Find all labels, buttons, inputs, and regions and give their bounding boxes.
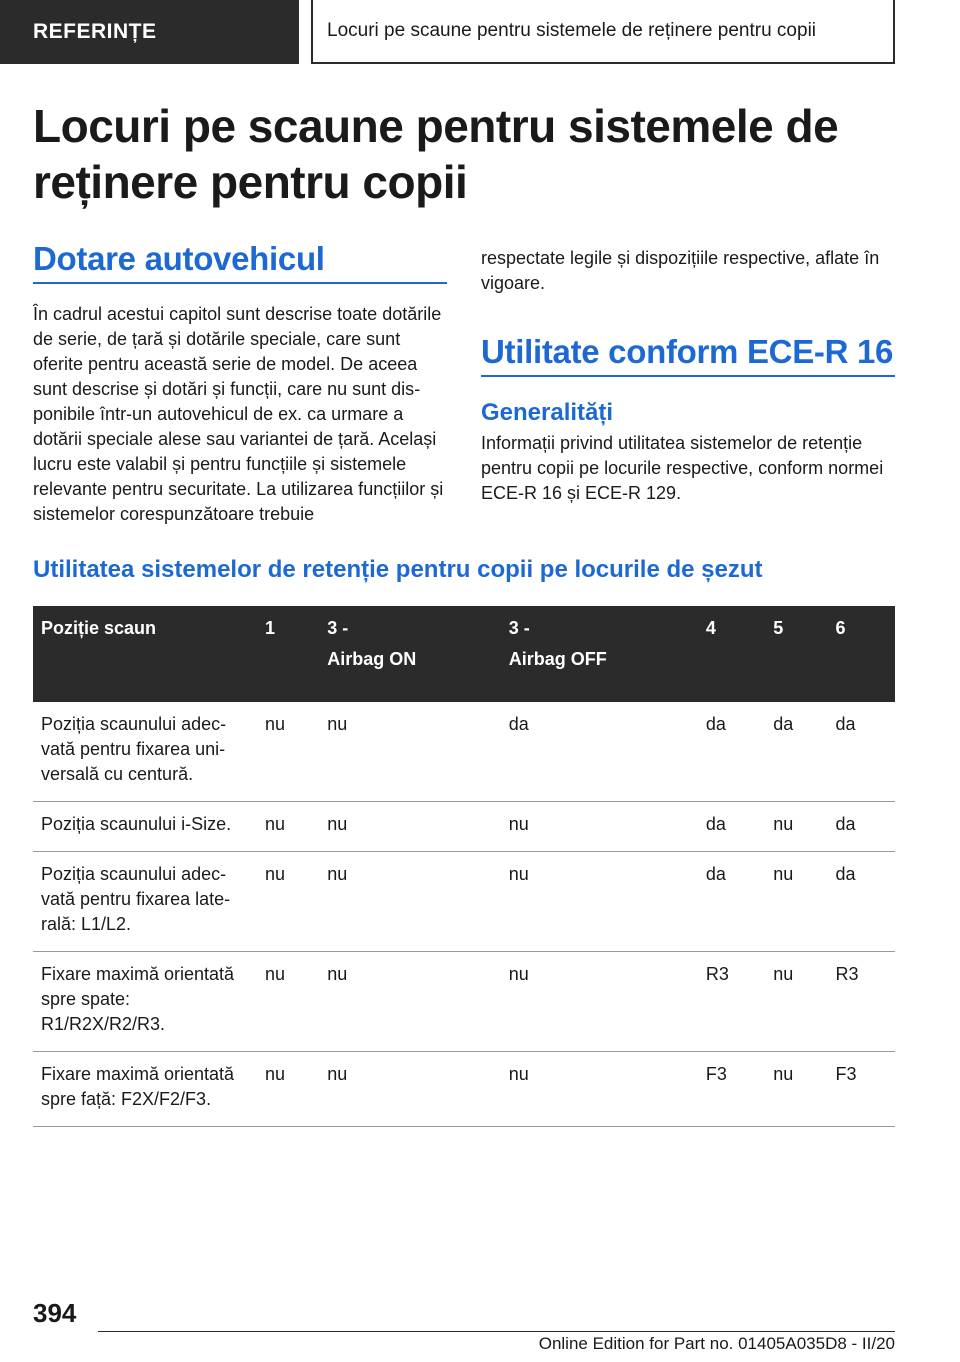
column-header: Poziție scaun xyxy=(33,606,257,702)
table-cell: nu xyxy=(319,952,501,1052)
table-cell: nu xyxy=(501,1052,698,1127)
table-cell: da xyxy=(698,702,765,802)
page-title: Locuri pe scaune pentru sistemele de reținere pentru copii xyxy=(33,100,839,208)
table-cell: Fixare maximă orientată spre spate: R1/R2X/R2/R3. xyxy=(33,952,257,1052)
footer-edition-text: Online Edition for Part no. 01405A035D8 - II/20 xyxy=(538,1334,895,1353)
right-column xyxy=(481,240,895,506)
ece-heading: Utilitate conform ECE-R 16 xyxy=(481,333,895,377)
ece-subheading: Generalități xyxy=(481,399,614,426)
column-header: 1 xyxy=(257,606,319,702)
table-cell: Fixare maximă orientată spre față: F2X/F2/F3. xyxy=(33,1052,257,1127)
table-cell: da xyxy=(828,702,895,802)
table-cell: nu xyxy=(501,852,698,952)
table-cell: da xyxy=(501,702,698,802)
table-cell: nu xyxy=(257,702,319,802)
footer-divider xyxy=(98,1331,895,1332)
table-cell: nu xyxy=(765,952,827,1052)
table-header-row xyxy=(33,606,895,702)
table-cell: da xyxy=(828,852,895,952)
table-row xyxy=(33,802,895,852)
table-cell: nu xyxy=(319,702,501,802)
table-row xyxy=(33,952,895,1052)
equipment-section xyxy=(33,240,447,527)
table-row xyxy=(33,852,895,952)
header-chapter-label: Locuri pe scaune pentru sistemele de reținere pentru copii xyxy=(311,0,895,64)
column-header: 4 xyxy=(698,606,765,702)
table-cell: da xyxy=(698,802,765,852)
table-row xyxy=(33,702,895,802)
column-header: 3 - Airbag ON xyxy=(319,606,501,702)
table-cell: da xyxy=(765,702,827,802)
seat-usability-table xyxy=(33,606,895,1127)
table-cell: da xyxy=(698,852,765,952)
table-cell: nu xyxy=(319,1052,501,1127)
equipment-text: În cadrul acestui capitol sunt descrise toate dotările de serie, de țară și dotările speciale, care sunt oferite pentru această serie de model. De aceea sunt descrise și dotări și funcții, care nu sunt disponibile într‑un autovehicul de ex. ca urmare a dotării speciale alese sau variantei de țară. Același lucru este valabil și pentru funcțiile și sistemele relevante pentru securitate. La utilizarea funcțiilor și sistemelor corespunzătoare trebuie xyxy=(33,304,444,524)
table-cell: Poziția scaunului adecvată pentru fixarea laterală: L1/L2. xyxy=(33,852,257,952)
ece-text: Informații privind utilitatea sistemelor de retenție pentru copii pe locurile respective, conform normei ECE-R 16 și ECE-R 129. xyxy=(481,433,884,503)
table-cell: Poziția scaunului adecvată pentru fixarea universală cu centură. xyxy=(33,702,257,802)
table-cell: Poziția scaunului i-Size. xyxy=(33,802,257,852)
table-cell: nu xyxy=(257,802,319,852)
table-cell: F3 xyxy=(698,1052,765,1127)
equipment-text-continued: respectate legile și dispozițiile respective, aflate în vigoare. xyxy=(481,248,880,293)
table-cell: R3 xyxy=(698,952,765,1052)
column-header: 6 xyxy=(828,606,895,702)
table-cell: nu xyxy=(765,852,827,952)
table-cell: nu xyxy=(501,802,698,852)
table-cell: nu xyxy=(319,852,501,952)
column-header: 3 - Airbag OFF xyxy=(501,606,698,702)
table-row xyxy=(33,1052,895,1127)
header-section-label: REFERINȚE xyxy=(0,0,299,64)
column-header: 5 xyxy=(765,606,827,702)
table-cell: R3 xyxy=(828,952,895,1052)
table-cell: nu xyxy=(257,1052,319,1127)
equipment-heading: Dotare autovehicul xyxy=(33,240,447,284)
table-cell: nu xyxy=(765,1052,827,1127)
table-cell: da xyxy=(828,802,895,852)
table-cell: nu xyxy=(257,952,319,1052)
table-cell: nu xyxy=(501,952,698,1052)
table-cell: nu xyxy=(319,802,501,852)
table-heading: Utilitatea sistemelor de retenție pentru copii pe locurile de șezut xyxy=(33,556,763,583)
table-cell: nu xyxy=(257,852,319,952)
page-number: 394 xyxy=(33,1298,77,1328)
table-cell: nu xyxy=(765,802,827,852)
table-cell: F3 xyxy=(828,1052,895,1127)
